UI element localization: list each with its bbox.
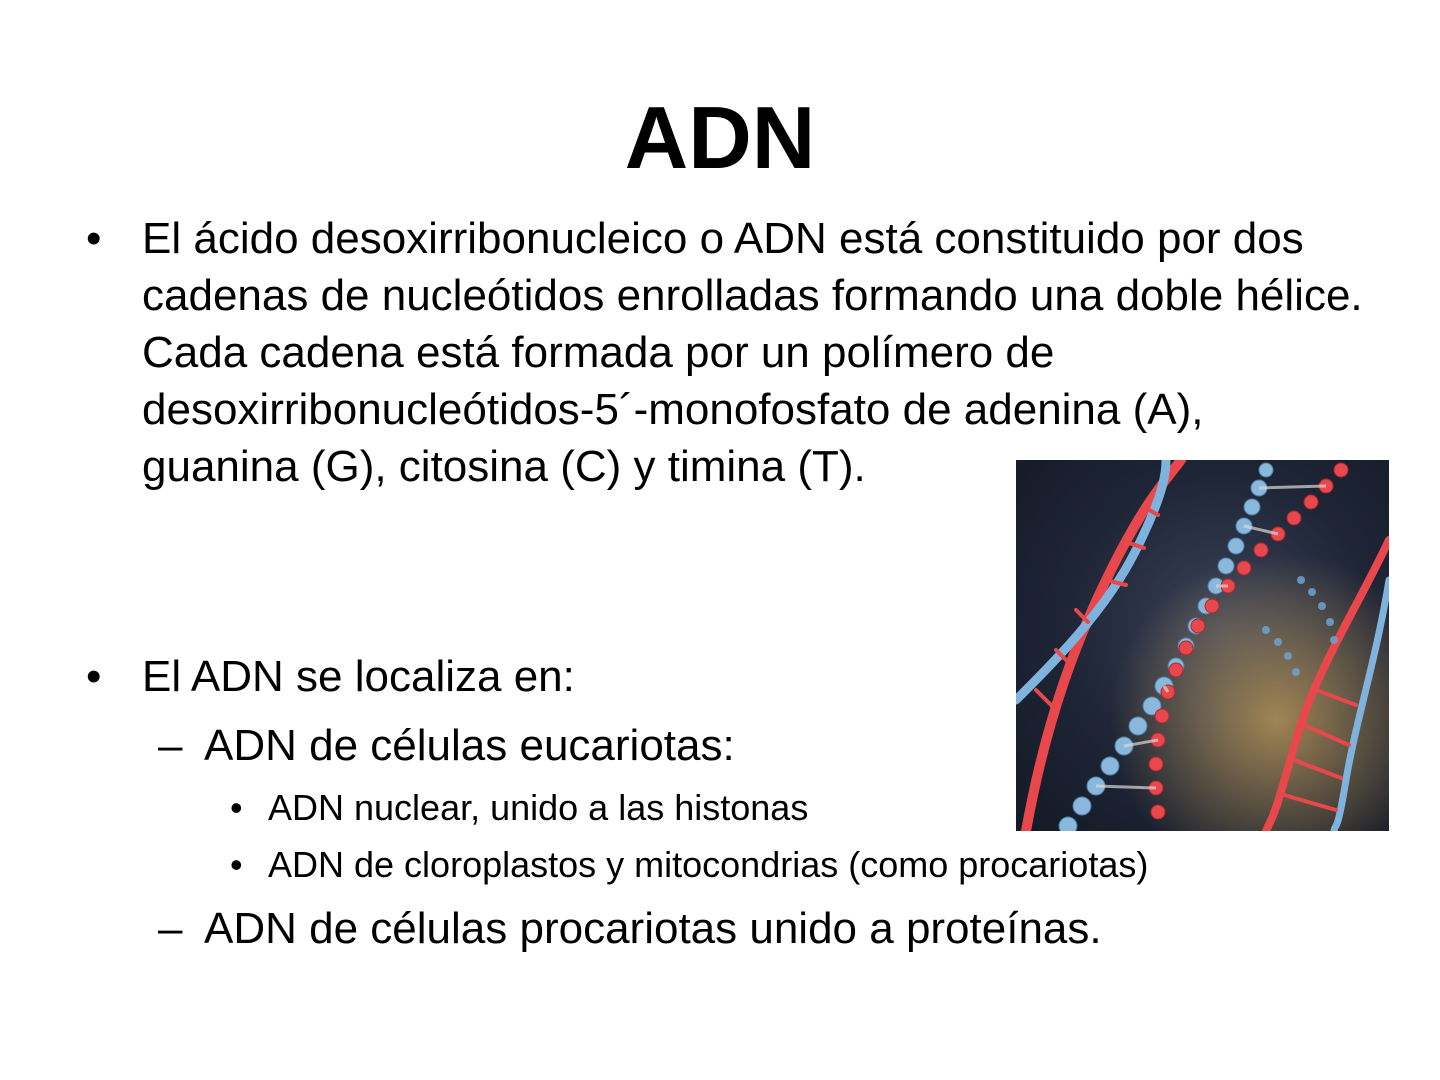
dna-helix-image [1016,460,1389,831]
bullet-marker: • [86,214,102,263]
dash-marker: – [158,904,183,953]
dash-marker: – [158,721,183,770]
bullet-text: El ácido desoxirribonucleico o ADN está constituido por dos cadenas de nucleótidos enrolladas formando una doble hélice. Cada cadena está formada por un polímero de desoxirribonucleótidos-5´-monofosfato de adenina (A), guanina (G), citosina (C) y timina (T). [142,214,1363,491]
dash-text: ADN de células procariotas unido a proteínas. [204,904,1102,953]
dash-item-prokaryotic [158,900,1102,957]
sub-bullet-text: ADN nuclear, unido a las histonas [268,787,809,828]
sub-bullet-marker: • [230,844,243,885]
dash-text: ADN de células eucariotas: [204,721,735,770]
sub-bullet-nuclear [230,786,809,830]
bullet-marker: • [86,652,102,701]
dna-double-helix-icon [1016,460,1389,831]
sub-bullet-organelles [230,843,1149,887]
bullet-text: El ADN se localiza en: [142,652,575,701]
sub-bullet-text: ADN de cloroplastos y mitocondrias (como procariotas) [268,844,1149,885]
bullet-item-definition [86,210,1372,495]
slide-title: ADN [624,88,816,187]
dash-item-eukaryotic [158,717,735,774]
sub-bullet-marker: • [230,787,243,828]
